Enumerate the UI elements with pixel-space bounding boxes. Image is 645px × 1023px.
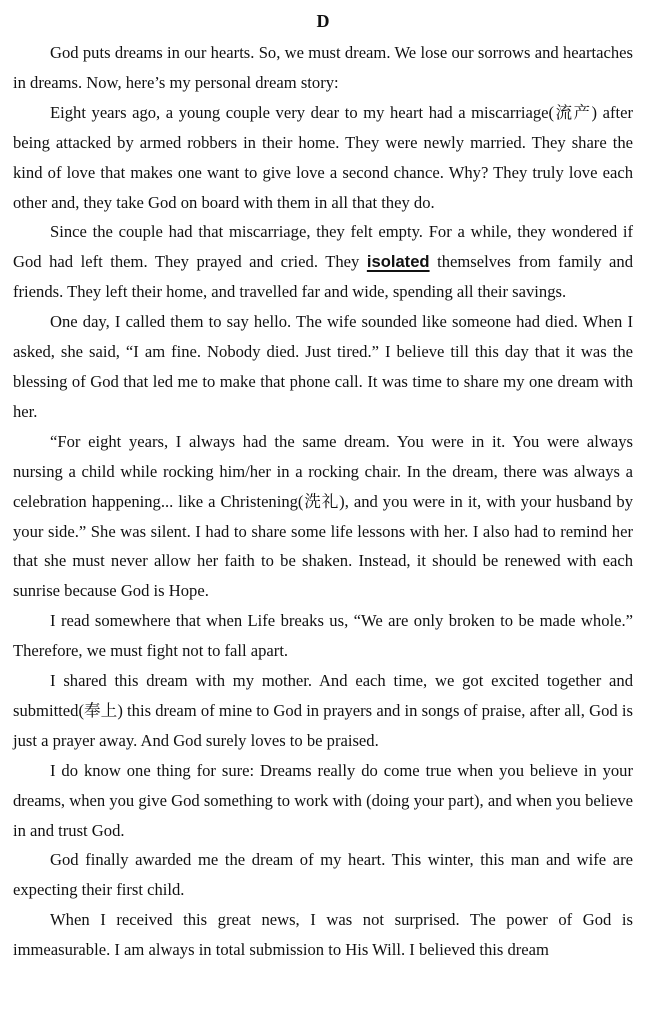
paragraph-2: Eight years ago, a young couple very dear to my heart had a miscarriage(流产) after being attacked by armed robbers in their home. They were newly married. They share the kind of love that makes one want to give love a second chance. Why? They truly love each other and, they take God on board with them in all that they do.: [13, 102, 633, 212]
paragraph-3-text-after: themselves from family and friends. They left their home, and travelled far and wide, spending all their savings.: [13, 252, 634, 302]
underlined-keyword: isolated: [366, 252, 430, 272]
paragraph-9: God finally awarded me the dream of my heart. This winter, this man and wife are expecting their first child.: [13, 850, 633, 900]
paragraph-4: One day, I called them to say hello. The wife sounded like someone had died. When I asked, she said, “I am fine. Nobody died. Just tired.” I believe till this day that it was the blessing of God that led me to make that phone call. It was time to share my one dream with her.: [13, 312, 633, 421]
paragraph-3: [13, 217, 633, 307]
section-heading: D: [316, 11, 330, 31]
paragraph-8: I do know one thing for sure: Dreams really do come true when you believe in your dreams, when you give God something to work with (doing your part), and when you believe in and trust God.: [13, 760, 633, 840]
paragraph-5: “For eight years, I always had the same dream. You were in it. You were always nursing a child while rocking him/her in a rocking chair. In the dream, there was always a celebration happening... like a Christening(洗礼), and you were in it, with your husband by your side.” She was silent. I had to share some life lessons with her. I also had to remind her that she must never allow her faith to be shaken. Instead, it should be renewed with each sunrise because God is Hope.: [13, 431, 633, 601]
paragraph-3-text-before: Since the couple had that miscarriage, they felt empty. For a while, they wondered if God had left them. They prayed and cried. They: [13, 222, 633, 272]
paragraph-6: I read somewhere that when Life breaks us, “We are only broken to be made whole.” Therefore, we must fight not to fall apart.: [13, 611, 633, 661]
paragraph-7: I shared this dream with my mother. And each time, we got excited together and submitted(奉上) this dream of mine to God in prayers and in songs of praise, after all, God is just a prayer away. And God surely loves to be praised.: [13, 671, 633, 750]
paragraph-10: When I received this great news, I was not surprised. The power of God is immeasurable. I am always in total submission to His Will. I believed this dream: [13, 910, 633, 960]
paragraph-1: God puts dreams in our hearts. So, we must dream. We lose our sorrows and heartaches in dreams. Now, here’s my personal dream story:: [13, 43, 633, 92]
